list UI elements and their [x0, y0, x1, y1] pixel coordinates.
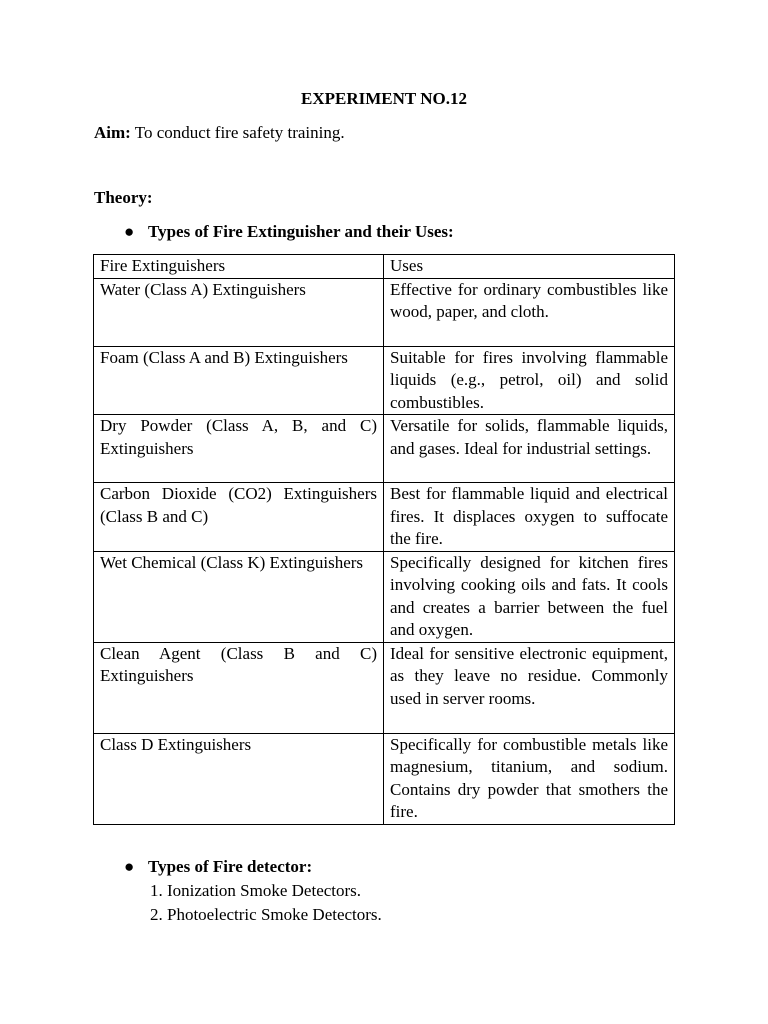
table-row — [94, 278, 675, 346]
table-header-cell: Uses — [384, 255, 675, 279]
extinguisher-use-cell: Specifically for combustible metals like magnesium, titanium, and sodium. Contains dry powder that smothers the fire. — [384, 733, 675, 824]
table-row — [94, 415, 675, 483]
extinguisher-type-cell: Carbon Dioxide (CO2) Extinguishers (Class B and C) — [94, 483, 384, 552]
extinguisher-type-cell: Wet Chemical (Class K) Extinguishers — [94, 551, 384, 642]
table-row — [94, 642, 675, 733]
theory-heading: Theory: — [94, 188, 153, 207]
aim-label: Aim: — [94, 123, 131, 142]
extinguisher-table — [93, 254, 675, 825]
extinguisher-use-cell: Specifically designed for kitchen fires involving cooking oils and fats. It cools and creates a barrier between the fuel and oxygen. — [384, 551, 675, 642]
extinguisher-type-cell: Dry Powder (Class A, B, and C) Extinguishers — [94, 415, 384, 483]
aim-line — [94, 123, 345, 143]
extinguisher-section-heading — [124, 222, 454, 242]
table-row — [94, 551, 675, 642]
aim-text: To conduct fire safety training. — [134, 123, 345, 142]
table-header-cell: Fire Extinguishers — [94, 255, 384, 279]
extinguisher-type-cell: Class D Extinguishers — [94, 733, 384, 824]
extinguisher-type-cell: Water (Class A) Extinguishers — [94, 278, 384, 346]
extinguisher-use-cell: Ideal for sensitive electronic equipment, as they leave no residue. Commonly used in server rooms. — [384, 642, 675, 733]
table-header-row — [94, 255, 675, 279]
detector-section-heading — [124, 857, 312, 877]
bullet-icon: ● — [124, 857, 135, 876]
extinguisher-type-cell: Clean Agent (Class B and C) Extinguishers — [94, 642, 384, 733]
table-row — [94, 733, 675, 824]
table-row — [94, 483, 675, 552]
extinguisher-heading-text: Types of Fire Extinguisher and their Uses: — [148, 222, 454, 241]
extinguisher-use-cell: Versatile for solids, flammable liquids, and gases. Ideal for industrial settings. — [384, 415, 675, 483]
list-item: 1. Ionization Smoke Detectors. — [167, 879, 382, 903]
extinguisher-use-cell: Effective for ordinary combustibles like wood, paper, and cloth. — [384, 278, 675, 346]
extinguisher-use-cell: Suitable for fires involving flammable liquids (e.g., petrol, oil) and solid combustibles. — [384, 346, 675, 415]
extinguisher-type-cell: Foam (Class A and B) Extinguishers — [94, 346, 384, 415]
table-row — [94, 346, 675, 415]
detector-heading-text: Types of Fire detector: — [148, 857, 313, 876]
extinguisher-use-cell: Best for flammable liquid and electrical fires. It displaces oxygen to suffocate the fire. — [384, 483, 675, 552]
page-title: EXPERIMENT NO.12 — [301, 89, 467, 108]
bullet-icon: ● — [124, 222, 135, 241]
detector-list — [130, 879, 382, 927]
list-item: 2. Photoelectric Smoke Detectors. — [167, 903, 382, 927]
